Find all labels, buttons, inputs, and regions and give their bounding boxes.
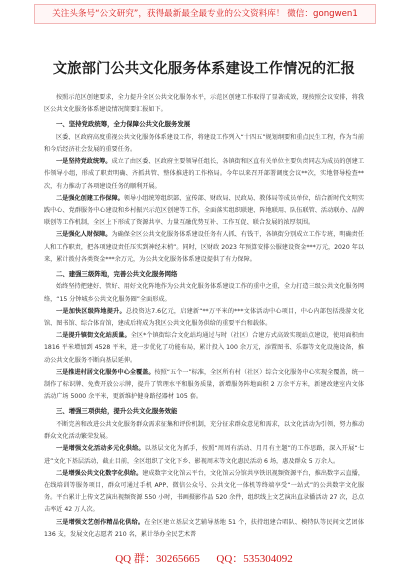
paragraph-text: 区委、区政府高度重视公共文化服务体系建设工作，将建设工作列入“十四五”规划纲要和重点民生工程，作为当前和今后经济社会发展的重要任务。 [44,133,364,154]
section-heading: 二、建强三级阵地，完善公共文化服务网络 [56,270,178,279]
subheading-text: 三是推进村居文化服务中心全覆盖。 [56,368,155,376]
footer [0,546,408,580]
body-paragraph [44,193,364,230]
document-body [44,118,364,541]
paragraph-text: 建成数字文化馆云平台，文化馆云分馆共享铁讯视频资源平台，推出数字云直播，在线培训等服务项目，群众可通过手机 APP、微信公众号、公共文化一体机等终端享受“一站式”的公共数字文化服务。平台累计上传文艺演出视频资源 550 小时，书画摄影作品 520 余件，组织线上文艺演出直录播活动 27 次，总点击率近 42 万人次。 [44,469,364,514]
paragraph-text: 按照“五个一”标准，全区所有村（社区）综合文化服务中心实现全覆盖，统一制作了标识牌、免费开放公示牌，提升了管理水平和服务质量，新增服务阵地面积 2 万余平方米，新建改建室内文体活动广场 5000 余平米，更新维护健身路径器材 105 套。 [44,368,364,401]
subheading-text: 一是坚持党政统筹。 [56,158,112,166]
subheading-text: 一是加快区级阵地提升。 [56,307,126,315]
body-paragraph [44,419,364,443]
paragraph-text: 为确保全区公共文化服务体系建设任务有人抓、有钱干，各镇街分别成立工作专班，明确责任人和工作职责，把各项建设责任压实到神经末梢”。同时，区财政 2023 年预算安排公服建设资金***万元，2020 年以来，累计拨付各类资金***余万元，为公共文化服务体系建设提供了有力保障。 [44,231,364,263]
document-title: 文旅部门公共文化服务体系建设工作情况的汇报 [52,61,356,77]
body-paragraph [44,367,364,404]
body-paragraph [44,443,364,467]
paragraph-text: 总投资达7.6亿元，启建新“**万平米的***文体活动中心项目，中心内部包括漫游文化馆、图书馆、综合体育馆，建成后将成为我区公共文化服务供给的重要平台和载体。 [44,307,364,328]
paragraph-text: 不断完善和改进公共文化服务群众需求征集和评价机制，充分征求群众意见和需求，以文化活动为引领，努力推动群众文化活动繁荣发展。 [44,420,364,441]
subheading-text: 三是增强文艺创作精品化供给。 [56,518,145,526]
body-paragraph [44,229,364,266]
paragraph-text: 以基层文化为抓手，按照“周周有活动、月月有主题”的工作思路，深入开展“七进”文化下基层活动，截止目前，全区组织了文化下乡、影视周末等文化惠民活动 6 场，惠及群众 5 万余人。 [44,445,364,465]
qq-group: QQ 群：30265665 [115,553,200,565]
paragraph-text: 在全区建立基层文艺辅导基地 51 个，扶持组建合唱队、模特队等民间文艺团体 136 支，发展文化志愿者 210 名，累计举办全民艺术普 [44,518,364,538]
subheading-text: 二是增强公共文化数字化供给。 [56,469,143,477]
body-paragraph [44,306,364,330]
body-paragraph [44,156,364,193]
body-paragraph [44,132,364,156]
paragraph-text: 成立了由区委、区政府主要领导任组长，各镇街和区直有关单位主要负责同志为成员的创建工作领导小组，形成了职责明确、齐抓共管、整体推进的工作格局。今年以来召开部署调度会议**次，实地督导检查**次，有力推动了各项建设任务的顺利开展。 [44,158,364,190]
subheading-text: 二是提升镇街文化站质量。 [56,332,131,340]
promo-banner-text: 关注头条号“公文研究”，获得最新最全最专业的公文资料库！ 微信：gongwen1 [34,4,376,24]
paragraph-text: 领导小组统筹组织部、宣传部、财政局、民政局、教体局等成员单位，结合新时代文明实践中心、党群服务中心建设和乡村振兴示范区创建等工作，全面落实组织联建、阵地联用、队伍联管、活动联办、品牌联创等工作机制，全区上下形成了资源共享、力量互融优势互补、工作互促、联合发展的浓厚氛围。 [44,194,364,227]
subheading-text: 一是增强文化活动多元化供给。 [56,445,145,453]
body-paragraph [44,517,364,541]
document-page [44,58,364,544]
subheading-text: 三是强化人财保障。 [56,231,112,239]
subheading-text: 二是强化创建工作保障。 [56,194,124,202]
header-banner [0,0,408,30]
section-heading: 一、坚持党政统筹，全力保障公共文化服务发展 [56,120,191,129]
body-paragraph [44,330,364,367]
qq-number: QQ：535304092 [216,553,293,565]
footer-contact [0,550,408,566]
paragraph-text: 全区*个镇街综合文化站均通过与时（社区）合建方式高效实现站点建设，使用面积由 1816 平米增加到 4528 平米，进一步优化了功能布局，累计投入 100 余万元，添置图书、乐器等文化设施设备，推动公共文化服务不断向基层延伸。 [44,332,364,364]
intro-paragraph: 按照示范区创建要求，全力提升全区公共文化服务水平，示范区创建工作取得了显著成效，现按照会议安排，将我区公共文化服务体系建设情况简要汇报如下。 [44,94,364,114]
paragraph-text: 始终坚持把建好、管好、用好文化阵地作为公共文化服务体系建设工作的重中之重，全力打造三级公共文化服务网络，“15 分钟城乡公共文化服务圈”全面形成。 [44,283,364,303]
body-paragraph [44,468,364,517]
section-heading: 三、增强三项供给，提升公共文化服务效能 [56,407,178,416]
body-paragraph [44,281,364,305]
